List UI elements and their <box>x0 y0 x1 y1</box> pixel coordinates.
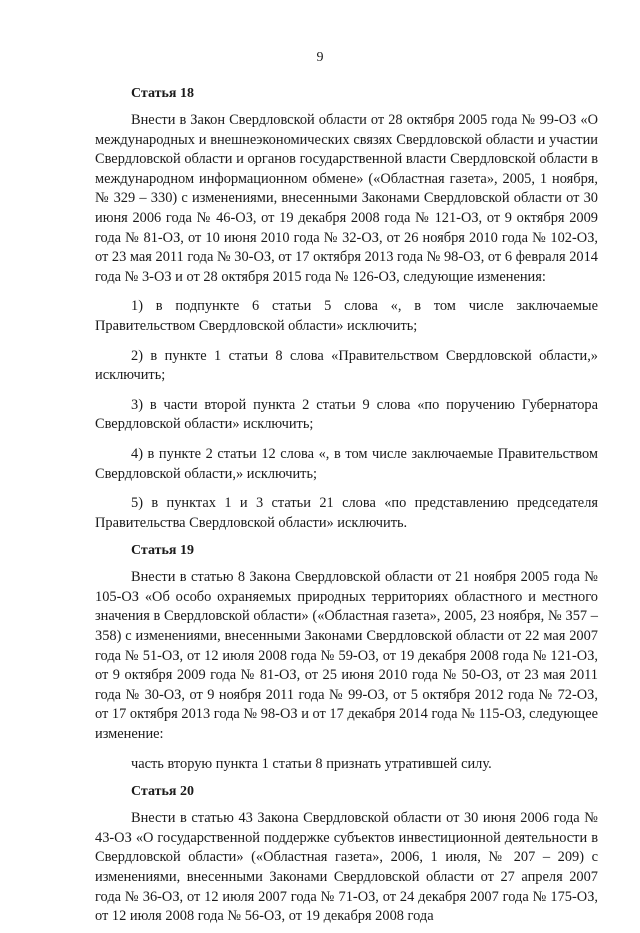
article-item: часть вторую пункта 1 статьи 8 признать утратившей силу. <box>131 755 492 772</box>
article-heading: Статья 18 <box>131 86 194 101</box>
page-number: 9 <box>316 50 324 65</box>
article-heading: Статья 19 <box>131 543 194 559</box>
article-item: 3) в части второй пункта 2 статьи 9 слова «по поручению Губернатора Свердловской области» исключить; <box>95 396 598 433</box>
article-item: 1) в подпункте 6 статьи 5 слова «, в том числе заключаемые Правительством Свердловской области» исключить; <box>95 298 598 334</box>
article-intro: Внести в статью 43 Закона Свердловской области от 30 июня 2006 года № 43-ОЗ «О государственной поддержке субъектов инвестиционной деятельности в Свердловской области» («Областная газета», 2006, 1 июля, № 207 – 209) с изменениями, внесенными Законами Свердловской области от 27 апреля 2007 года № 36-ОЗ, от 12 июля 2007 года № 71-ОЗ, от 24 декабря 2007 года № 175-ОЗ, от 12 июля 2008 года № 56-ОЗ, от 19 декабря 2008 года <box>95 810 598 925</box>
article-heading: Статья 20 <box>131 784 194 800</box>
article-item: 2) в пункте 1 статьи 8 слова «Правительством Свердловской области,» исключить; <box>95 347 598 384</box>
article-item: 5) в пунктах 1 и 3 статьи 21 слова «по представлению председателя Правительства Свердловской области» исключить. <box>95 495 598 531</box>
article-item: 4) в пункте 2 статьи 12 слова «, в том числе заключаемые Правительством Свердловской области,» исключить; <box>95 445 598 482</box>
article-intro: Внести в Закон Свердловской области от 28 октября 2005 года № 99-ОЗ «О международных и внешнеэкономических связях Свердловской области и участии Свердловской области и органов государственной власти Свердловской области в международном информационном обмене» («Областная газета», 2005, 1 ноября, № 329 – 330) с изменениями, внесенными Законами Свердловской области от 30 июня 2006 года № 46-ОЗ, от 19 декабря 2008 года № 121-ОЗ, от 9 октября 2009 года № 81-ОЗ, от 10 июня 2010 года № 32-ОЗ, от 26 ноября 2010 года № 102-ОЗ, от 23 мая 2011 года № 30-ОЗ, от 17 октября 2013 года № 98-ОЗ, от 6 февраля 2014 года № 3-ОЗ и от 28 октября 2015 года № 126-ОЗ, следующие изменения: <box>95 112 599 285</box>
document-body <box>95 86 598 933</box>
article-intro: Внести в статью 8 Закона Свердловской области от 21 ноября 2005 года № 105-ОЗ «Об особо охраняемых природных территориях областного и местного значения в Свердловской области» («Областная газета», 2005, 23 ноября, № 357 – 358) с изменениями, внесенными Законами Свердловской области от 22 мая 2007 года № 51-ОЗ, от 12 июля 2008 года № 59-ОЗ, от 19 декабря 2008 года № 121-ОЗ, от 9 октября 2009 года № 81-ОЗ, от 25 июня 2010 года № 50-ОЗ, от 23 мая 2011 года № 30-ОЗ, от 9 ноября 2011 года № 99-ОЗ, от 5 октября 2012 года № 72-ОЗ, от 17 октября 2013 года № 98-ОЗ и от 17 декабря 2014 года № 115-ОЗ, следующее изменение: <box>95 569 598 743</box>
